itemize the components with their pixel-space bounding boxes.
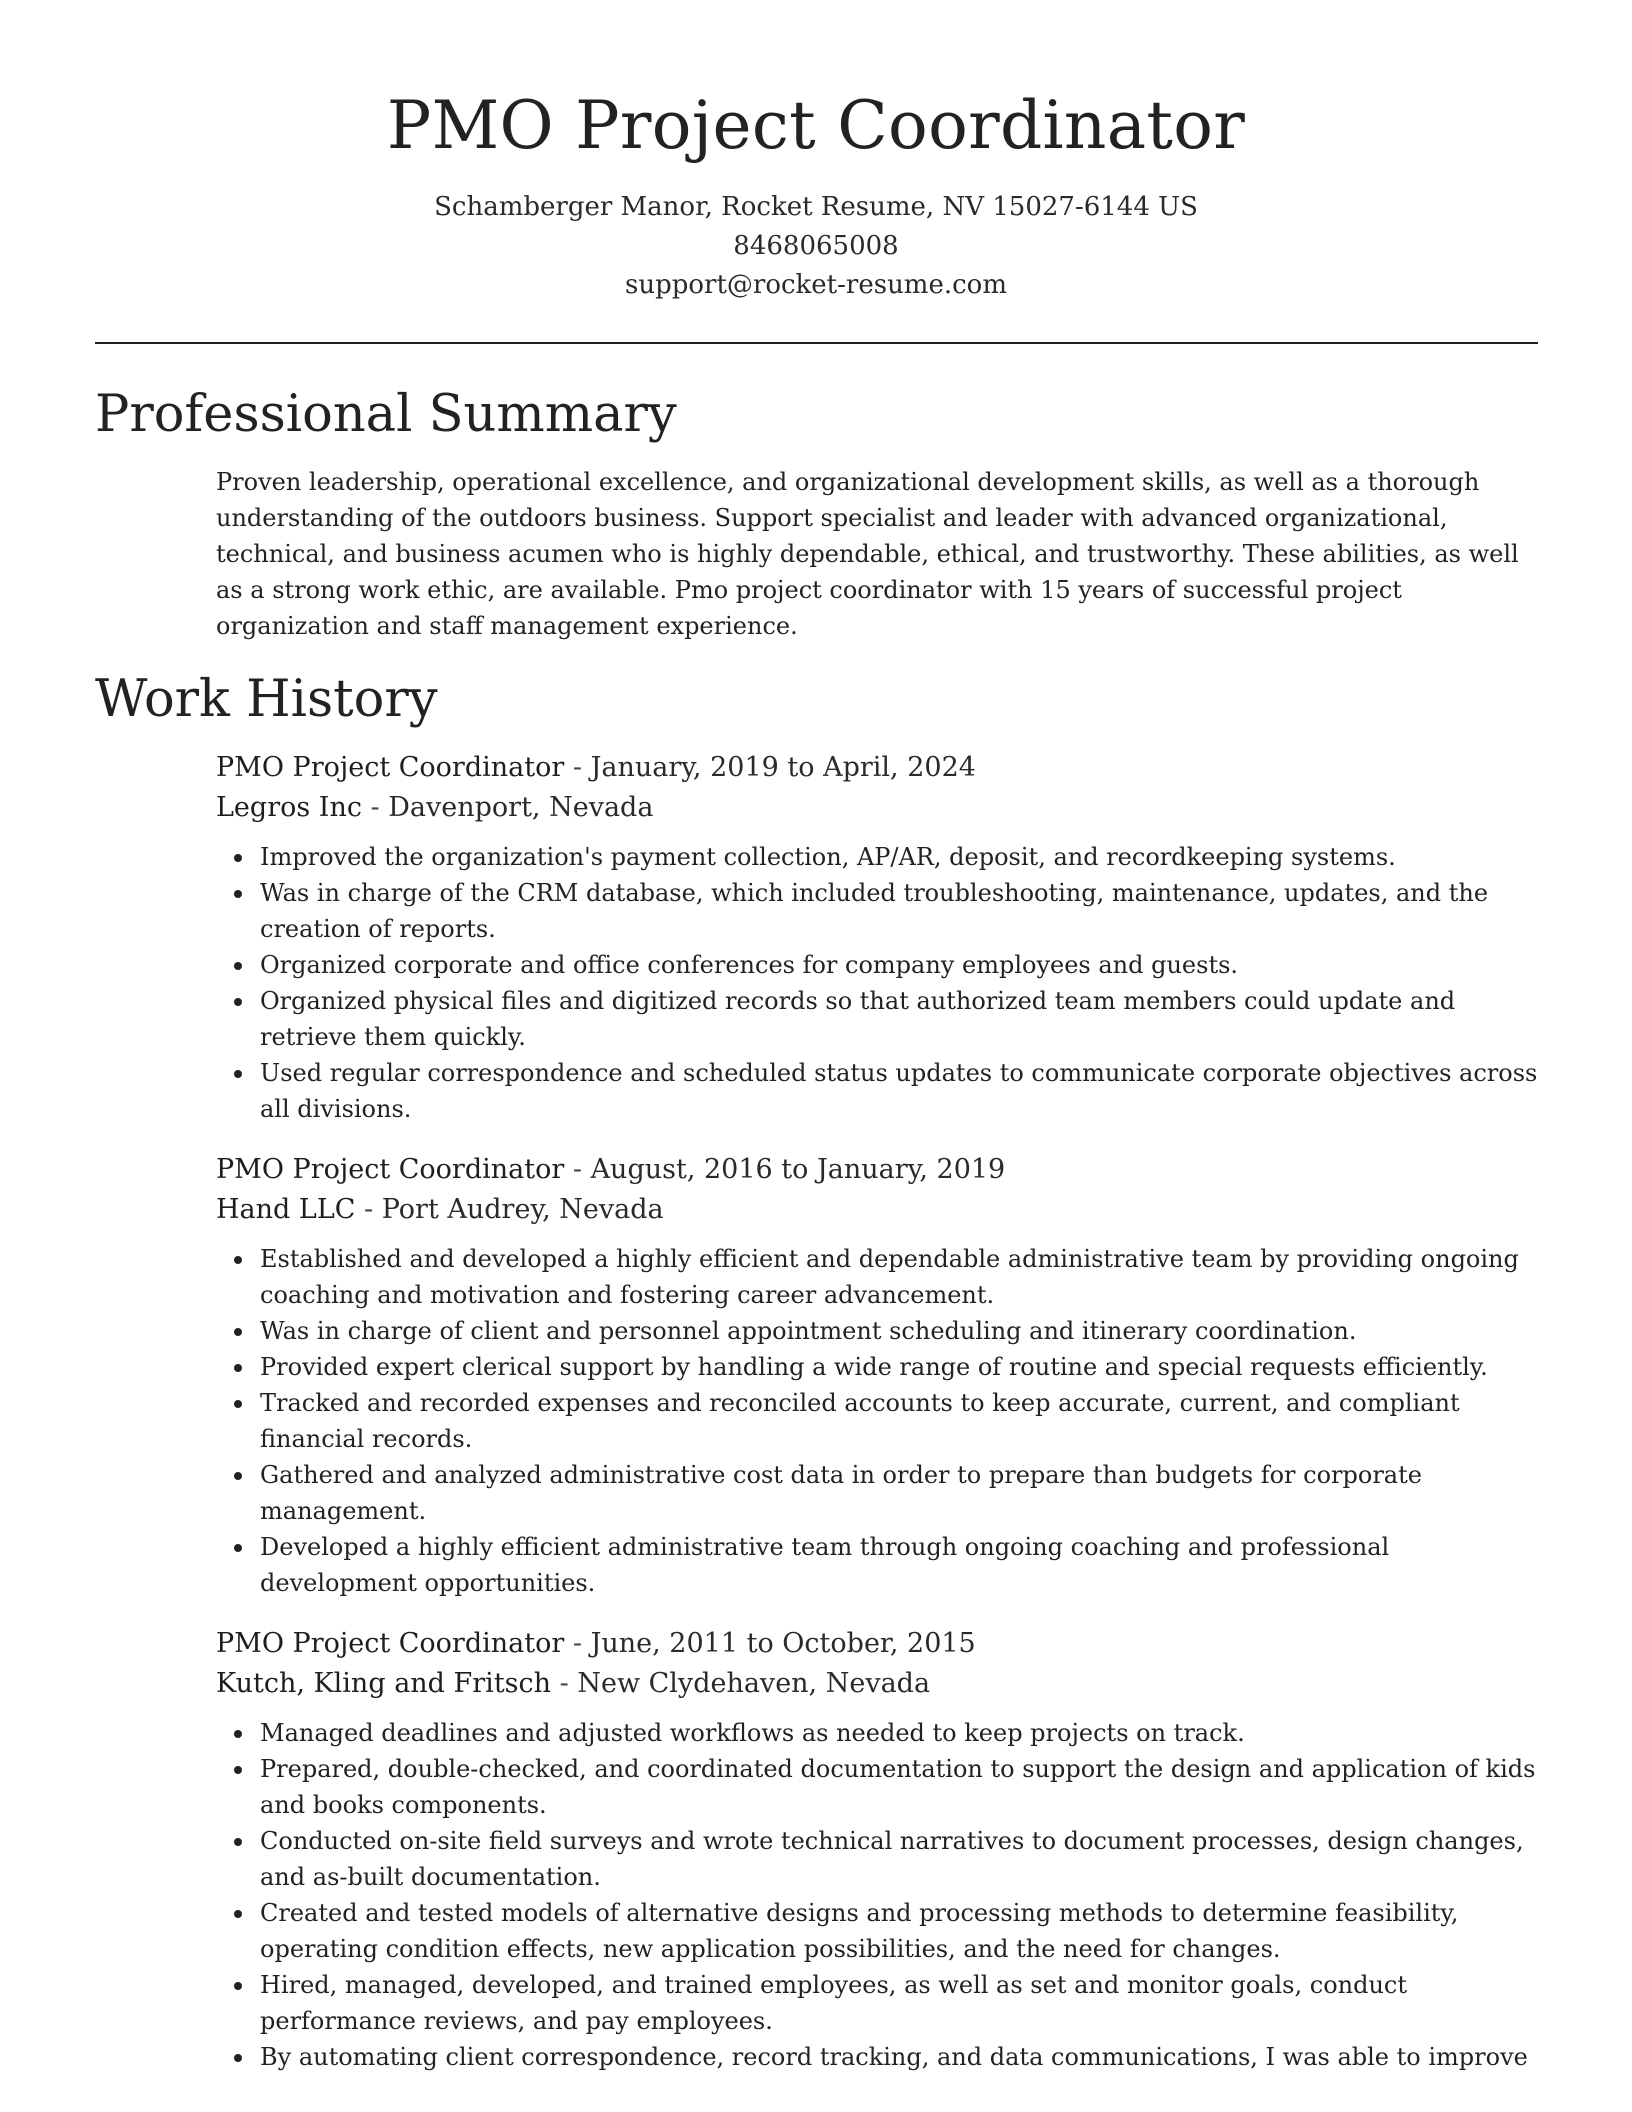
duty-item: Was in charge of client and personnel appointment scheduling and itinerary coordination. [260,1313,1546,1349]
job-location: Port Audrey, Nevada [381,1194,664,1225]
job-title: PMO Project Coordinator [216,752,565,783]
duty-item: Was in charge of the CRM database, which included troubleshooting, maintenance, updates, and the creation of reports. [260,875,1546,947]
job-title: PMO Project Coordinator [216,1154,565,1185]
job-company-line [216,788,1546,828]
job-dates: June, 2011 to October, 2015 [590,1628,976,1659]
summary-heading: Professional Summary [95,385,677,444]
separator: - [564,752,591,783]
separator: - [564,1628,591,1659]
job-company-line [216,1664,1546,1704]
duty-item: Established and developed a highly efficient and dependable administrative team by providing ongoing coaching and motivation and fostering career advancement. [260,1241,1546,1313]
duty-item: Developed a highly efficient administrative team through ongoing coaching and professional development opportunities. [260,1529,1546,1601]
job-dates: January, 2019 to April, 2024 [590,752,976,783]
contact-block [0,188,1632,305]
duty-item: Improved the organization's payment collection, AP/AR, deposit, and recordkeeping systems. [260,839,1546,875]
duty-item: Prepared, double-checked, and coordinated documentation to support the design and application of kids and books components. [260,1751,1546,1823]
header-divider [95,342,1538,344]
duty-item: By automating client correspondence, record tracking, and data communications, I was able to improve [260,2039,1546,2075]
duty-item: Used regular correspondence and scheduled status updates to communicate corporate objectives across all divisions. [260,1055,1546,1127]
separator: - [361,792,389,823]
address-text: Schamberger Manor, Rocket Resume, NV 15027-6144 US [434,192,1198,222]
job-entry [216,1624,1546,2075]
job-company: Legros Inc [216,792,362,823]
job-company: Kutch, Kling and Fritsch [216,1668,552,1699]
candidate-name: PMO Project Coordinator [386,87,1246,164]
separator: - [355,1194,382,1225]
work-history-heading: Work History [95,670,438,729]
duty-item: Gathered and analyzed administrative cost data in order to prepare than budgets for corporate management. [260,1457,1546,1529]
phone-text: 8468065008 [733,231,899,261]
email-text: support@rocket-resume.com [624,270,1007,300]
duty-item: Managed deadlines and adjusted workflows as needed to keep projects on track. [260,1715,1546,1751]
job-title: PMO Project Coordinator [216,1628,565,1659]
separator: - [551,1668,578,1699]
job-location: New Clydehaven, Nevada [577,1668,931,1699]
job-duties-list [216,1241,1546,1601]
job-entry [216,1150,1546,1601]
duty-item: Provided expert clerical support by handling a wide range of routine and special requests efficiently. [260,1349,1546,1385]
job-duties-list [216,1715,1546,2075]
resume-header [0,0,1632,305]
job-duties-list [216,839,1546,1127]
duty-item: Conducted on-site field surveys and wrote technical narratives to document processes, design changes, and as-built documentation. [260,1823,1546,1895]
duty-item: Organized corporate and office conferences for company employees and guests. [260,947,1546,983]
job-title-line [216,748,1546,788]
job-dates: August, 2016 to January, 2019 [590,1154,1006,1185]
job-title-line [216,1150,1546,1190]
duty-item: Created and tested models of alternative designs and processing methods to determine feasibility, operating condition effects, new application possibilities, and the need for changes. [260,1895,1546,1967]
summary-text: Proven leadership, operational excellence, and organizational development skills, as well as a thorough understanding of the outdoors business. Support specialist and leader with advanced organizational, technical, and business acumen who is highly dependable, ethical, and trustworthy. These abilities, as well as a strong work ethic, are available. Pmo project coordinator with 15 years of successful project organization and staff management experience. [216,468,1519,640]
separator: - [564,1154,591,1185]
job-company: Hand LLC [216,1194,356,1225]
duty-item: Tracked and recorded expenses and reconciled accounts to keep accurate, current, and compliant financial records. [260,1385,1546,1457]
job-location: Davenport, Nevada [388,792,654,823]
duty-item: Organized physical files and digitized records so that authorized team members could update and retrieve them quickly. [260,983,1546,1055]
job-title-line [216,1624,1546,1664]
job-company-line [216,1190,1546,1230]
duty-item: Hired, managed, developed, and trained employees, as well as set and monitor goals, conduct performance reviews, and pay employees. [260,1967,1546,2039]
job-entry [216,748,1546,1127]
work-history-list [216,748,1546,2098]
